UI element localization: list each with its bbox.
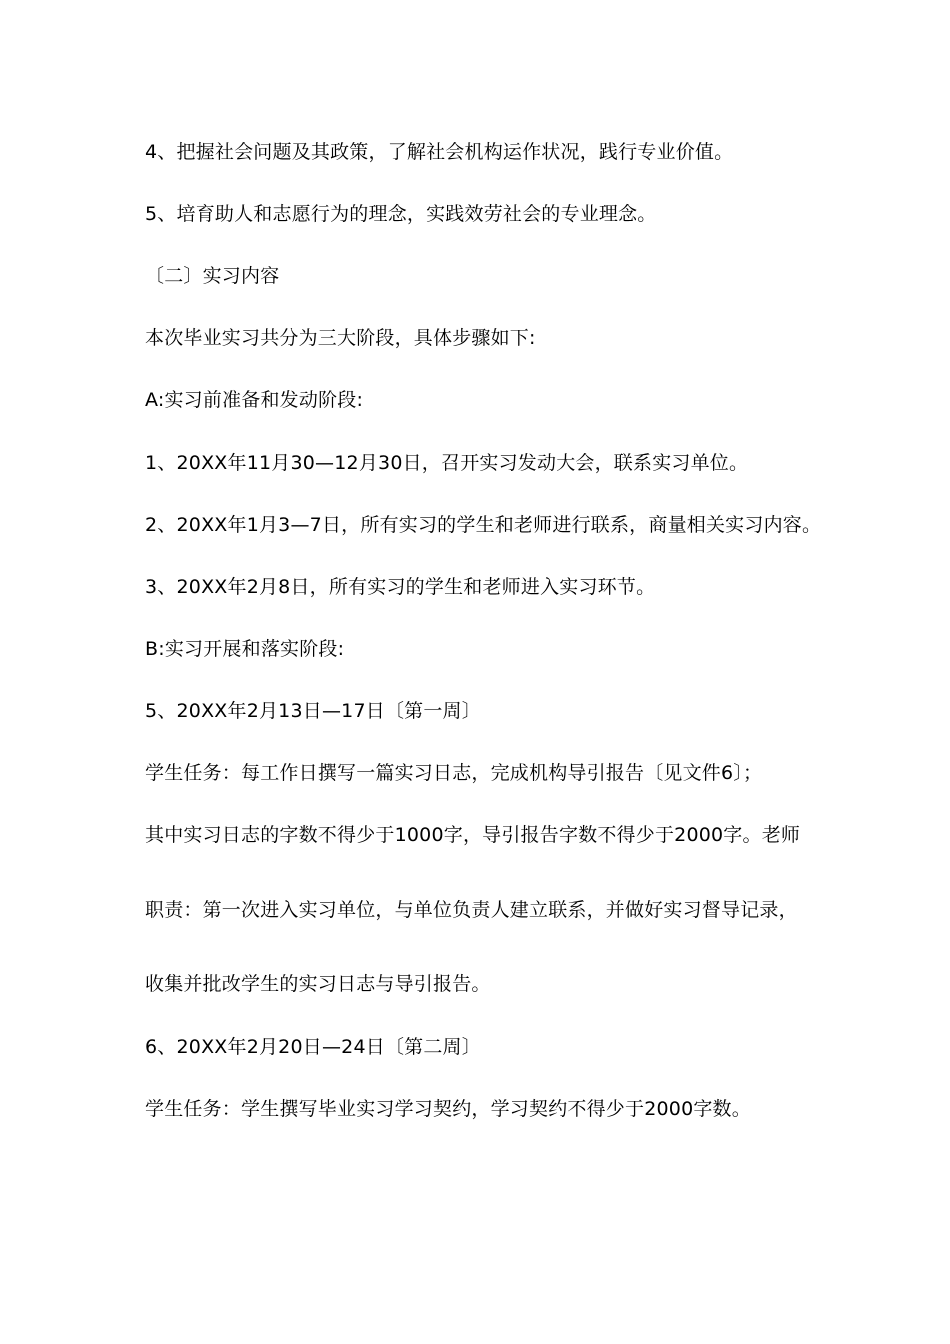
text-line-step-3: 3、20XX年2月8日，所有实习的学生和老师进入实习环节。 [145, 576, 656, 598]
text-line-week-1: 5、20XX年2月13日—17日〔第一周〕 [145, 700, 481, 722]
text-line-week-2: 6、20XX年2月20日—24日〔第二周〕 [145, 1036, 481, 1058]
section-heading-content: 〔二〕实习内容 [145, 265, 280, 287]
text-line-student-task-2: 学生任务：学生撰写毕业实习学习契约，学习契约不得少于2000字数。 [145, 1098, 751, 1120]
text-line-collect: 收集并批改学生的实习日志与导引报告。 [145, 973, 491, 995]
phase-heading-a: A:实习前准备和发动阶段: [145, 389, 364, 411]
phase-heading-b: B:实习开展和落实阶段: [145, 638, 345, 660]
text-line-word-count: 其中实习日志的字数不得少于1000字，导引报告字数不得少于2000字。老师 [145, 824, 801, 846]
text-line-step-1: 1、20XX年11月30—12月30日，召开实习发动大会，联系实习单位。 [145, 452, 749, 474]
text-line-step-2: 2、20XX年1月3—7日，所有实习的学生和老师进行联系，商量相关实习内容。 [145, 514, 822, 536]
text-line-intro: 本次毕业实习共分为三大阶段，具体步骤如下: [145, 327, 536, 349]
text-line-student-task-1: 学生任务：每工作日撰写一篇实习日志，完成机构导引报告〔见文件6〕； [145, 762, 763, 784]
text-line-item-5: 5、培育助人和志愿行为的理念，实践效劳社会的专业理念。 [145, 203, 657, 225]
text-line-item-4: 4、把握社会问题及其政策，了解社会机构运作状况，践行专业价值。 [145, 141, 734, 163]
text-line-teacher-duty: 职责：第一次进入实习单位，与单位负责人建立联系，并做好实习督导记录， [145, 899, 798, 921]
